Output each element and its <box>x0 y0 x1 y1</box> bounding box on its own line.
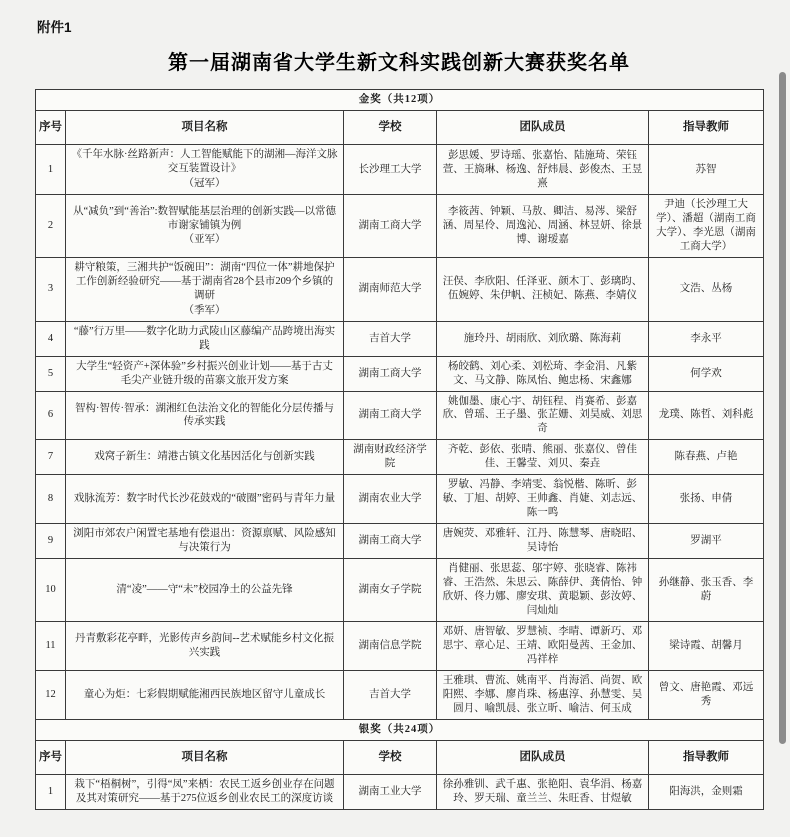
cell-members: 徐孙雅钏、武千惠、张艳阳、袁华涓、杨嘉玲、罗天瑞、童兰兰、朱旺香、甘煜敏 <box>437 774 649 809</box>
cell-project <box>66 524 344 559</box>
project-name: 清“凌”——守“未”校园净土的公益先锋 <box>116 583 293 595</box>
cell-project <box>66 356 344 391</box>
cell-no: 5 <box>36 356 66 391</box>
cell-school: 湖南工业大学 <box>344 774 437 809</box>
table-row <box>36 257 764 321</box>
cell-teachers: 尹迪（长沙理工大学）、潘超（湖南工商大学）、李光恩（湖南工商大学） <box>649 195 764 258</box>
cell-teachers: 陈春燕、卢艳 <box>649 440 764 475</box>
cell-school: 吉首大学 <box>344 670 437 719</box>
table-row <box>36 621 764 670</box>
cell-teachers: 龙璞、陈哲、刘科彪 <box>649 391 764 440</box>
cell-no: 1 <box>36 145 66 195</box>
cell-project <box>66 391 344 440</box>
cell-school: 湖南农业大学 <box>344 475 437 524</box>
project-name: “藤”行万里——数字化助力武陵山区藤编产品跨境出海实践 <box>73 325 336 351</box>
cell-project <box>66 257 344 321</box>
cell-project <box>66 621 344 670</box>
project-name: 童心为炬：七彩假期赋能湘西民族地区留守儿童成长 <box>83 688 326 700</box>
table-row <box>36 524 764 559</box>
cell-school: 湖南工商大学 <box>344 356 437 391</box>
table-row <box>36 475 764 524</box>
project-name: 栽下“梧桐树”，引得“凤”来栖：农民工返乡创业存在问题及其对策研究——基于275位返乡创业农民工的深度访谈 <box>74 778 335 804</box>
col-header-school: 学校 <box>344 740 437 774</box>
cell-no: 9 <box>36 524 66 559</box>
table-row <box>36 145 764 195</box>
cell-project <box>66 195 344 258</box>
cell-no: 3 <box>36 257 66 321</box>
col-header-project: 项目名称 <box>66 740 344 774</box>
cell-no: 8 <box>36 475 66 524</box>
cell-members: 施玲丹、胡雨欣、刘欣璐、陈海莉 <box>437 321 649 356</box>
cell-school: 湖南信息学院 <box>344 621 437 670</box>
award-rank: （季军） <box>183 304 226 316</box>
col-header-no: 序号 <box>36 110 66 144</box>
project-name: 大学生“轻资产+深体验”乡村振兴创业计划——基于古丈毛尖产业链升级的苗寨文旅开发方案 <box>76 360 333 386</box>
project-name: 浏阳市郊农户闲置宅基地有偿退出：资源禀赋、风险感知与决策行为 <box>73 528 336 554</box>
cell-members: 唐婉荧、邓雅轩、江丹、陈慧琴、唐晓昭、吴诗怡 <box>437 524 649 559</box>
table-row <box>36 559 764 622</box>
cell-teachers: 孙继静、张玉香、李蔚 <box>649 559 764 622</box>
col-header-project: 项目名称 <box>66 110 344 144</box>
award-rank: （冠军） <box>183 178 226 190</box>
attachment-label: 附件1 <box>37 20 72 35</box>
award-rank: （亚军） <box>183 234 226 246</box>
col-header-teachers: 指导教师 <box>649 740 764 774</box>
award-table <box>35 89 764 810</box>
cell-no: 12 <box>36 670 66 719</box>
col-header-school: 学校 <box>344 110 437 144</box>
cell-teachers: 李永平 <box>649 321 764 356</box>
project-name: 丹青敷彩花亭畔，光影传声乡韵间--艺术赋能乡村文化振兴实践 <box>75 632 334 658</box>
cell-school: 长沙理工大学 <box>344 145 437 195</box>
col-header-teachers: 指导教师 <box>649 110 764 144</box>
section-row-silver <box>36 719 764 740</box>
cell-members: 罗敏、冯静、李靖雯、翁悦楷、陈昕、彭敏、丁旭、胡婷、王帅鑫、肖婕、刘志远、陈一鸣 <box>437 475 649 524</box>
cell-school: 吉首大学 <box>344 321 437 356</box>
section-row-gold <box>36 90 764 111</box>
cell-no: 10 <box>36 559 66 622</box>
col-header-no: 序号 <box>36 740 66 774</box>
project-name: 耕守粮策，三湘共护“饭碗田”：湖南“四位一体”耕地保护工作创新经验研究——基于湖南省28个县市209个乡镇的调研 <box>74 261 335 301</box>
table-row <box>36 440 764 475</box>
cell-members: 汪俣、李欣阳、任泽亚、颜木丁、彭璃昀、伍婉婷、朱伊帆、汪桢妃、陈燕、李婧仪 <box>437 257 649 321</box>
cell-no: 4 <box>36 321 66 356</box>
cell-project <box>66 440 344 475</box>
col-header-members: 团队成员 <box>437 740 649 774</box>
cell-project <box>66 774 344 809</box>
cell-no: 2 <box>36 195 66 258</box>
cell-project <box>66 559 344 622</box>
cell-school: 湖南工商大学 <box>344 391 437 440</box>
section-header-silver: 银奖（共24项） <box>36 719 764 740</box>
project-name: 智构·智传·智承：湖湘红色法治文化的智能化分层传播与传承实践 <box>75 402 334 428</box>
cell-project <box>66 145 344 195</box>
project-name: 戏脉流芳：数字时代长沙花鼓戏的“破圈”密码与青年力量 <box>73 493 336 505</box>
cell-teachers: 梁诗霞、胡馨月 <box>649 621 764 670</box>
table-row <box>36 356 764 391</box>
cell-school: 湖南工商大学 <box>344 524 437 559</box>
cell-no: 11 <box>36 621 66 670</box>
col-header-members: 团队成员 <box>437 110 649 144</box>
cell-members: 肖健丽、张思蕊、邬宇婷、张晓睿、陈祎睿、王浩然、朱思云、陈薛伊、龚倩怡、钟欣妍、佟力娜、廖安琪、黄聪颖、彭汝婷、闫灿灿 <box>437 559 649 622</box>
section-header-gold: 金奖（共12项） <box>36 90 764 111</box>
page-title: 第一届湖南省大学生新文科实践创新大赛获奖名单 <box>168 52 630 74</box>
table-row <box>36 391 764 440</box>
cell-members: 彭思媛、罗诗瑶、张嘉怡、陆施琦、荣钰萱、王旖琳、杨逸、舒炜晨、彭俊杰、王昱熹 <box>437 145 649 195</box>
cell-members: 姚伽墨、康心宇、胡钰程、肖赛希、彭嘉欣、曾瑶、王子墨、张芷姗、刘昊威、刘思奇 <box>437 391 649 440</box>
cell-teachers: 罗湖平 <box>649 524 764 559</box>
cell-members: 李筱茜、钟颖、马敖、卿洁、易涔、梁舒涵、周星伶、周逸沁、周涵、林昱妍、徐景博、谢瑷嘉 <box>437 195 649 258</box>
cell-members: 杨皎鹤、刘心柔、刘松琦、李金涓、凡紫文、马文静、陈凤怡、鲍忠杨、宋鑫娜 <box>437 356 649 391</box>
cell-school: 湖南师范大学 <box>344 257 437 321</box>
cell-teachers: 曾文、唐艳霞、邓远秀 <box>649 670 764 719</box>
cell-teachers: 阳海洪，金则霜 <box>649 774 764 809</box>
project-name: 《千年水脉·丝路新声：人工智能赋能下的湖湘—海洋文脉交互装置设计》 <box>71 149 338 175</box>
cell-teachers: 苏智 <box>649 145 764 195</box>
cell-school: 湖南工商大学 <box>344 195 437 258</box>
table-row <box>36 321 764 356</box>
cell-members: 邓妍、唐智敏、罗慧祯、李晴、谭新巧、邓思宇、章心足、王靖、欧阳曼茜、王金加、冯祥梓 <box>437 621 649 670</box>
project-name: 从“减负”到“善治”:数智赋能基层治理的创新实践—以常德市谢家铺镇为例 <box>72 205 337 231</box>
cell-project <box>66 321 344 356</box>
cell-teachers: 文浩、丛杨 <box>649 257 764 321</box>
table-row <box>36 670 764 719</box>
table-row <box>36 195 764 258</box>
scrollbar-thumb[interactable] <box>779 72 786 744</box>
cell-teachers: 张扬、申倩 <box>649 475 764 524</box>
cell-members: 齐乾、彭依、张晴、熊丽、张嘉仪、曾佳佳、王馨莹、刘贝、秦垚 <box>437 440 649 475</box>
cell-members: 王雅琪、曹流、姚南平、肖海滔、尚贺、欧阳熙、李娜、廖肖珠、杨惠淳、孙慧雯、吴圆月、喻凯晨、张立昕、喻洁、何玉成 <box>437 670 649 719</box>
document-page <box>35 14 763 810</box>
column-header-row <box>36 740 764 774</box>
project-name: 戏窝子新生：靖港古镇文化基因活化与创新实践 <box>94 451 315 463</box>
column-header-row <box>36 110 764 144</box>
cell-no: 1 <box>36 774 66 809</box>
cell-project <box>66 475 344 524</box>
cell-no: 7 <box>36 440 66 475</box>
cell-teachers: 何学欢 <box>649 356 764 391</box>
cell-school: 湖南财政经济学院 <box>344 440 437 475</box>
cell-project <box>66 670 344 719</box>
cell-no: 6 <box>36 391 66 440</box>
cell-school: 湖南女子学院 <box>344 559 437 622</box>
table-row <box>36 774 764 809</box>
